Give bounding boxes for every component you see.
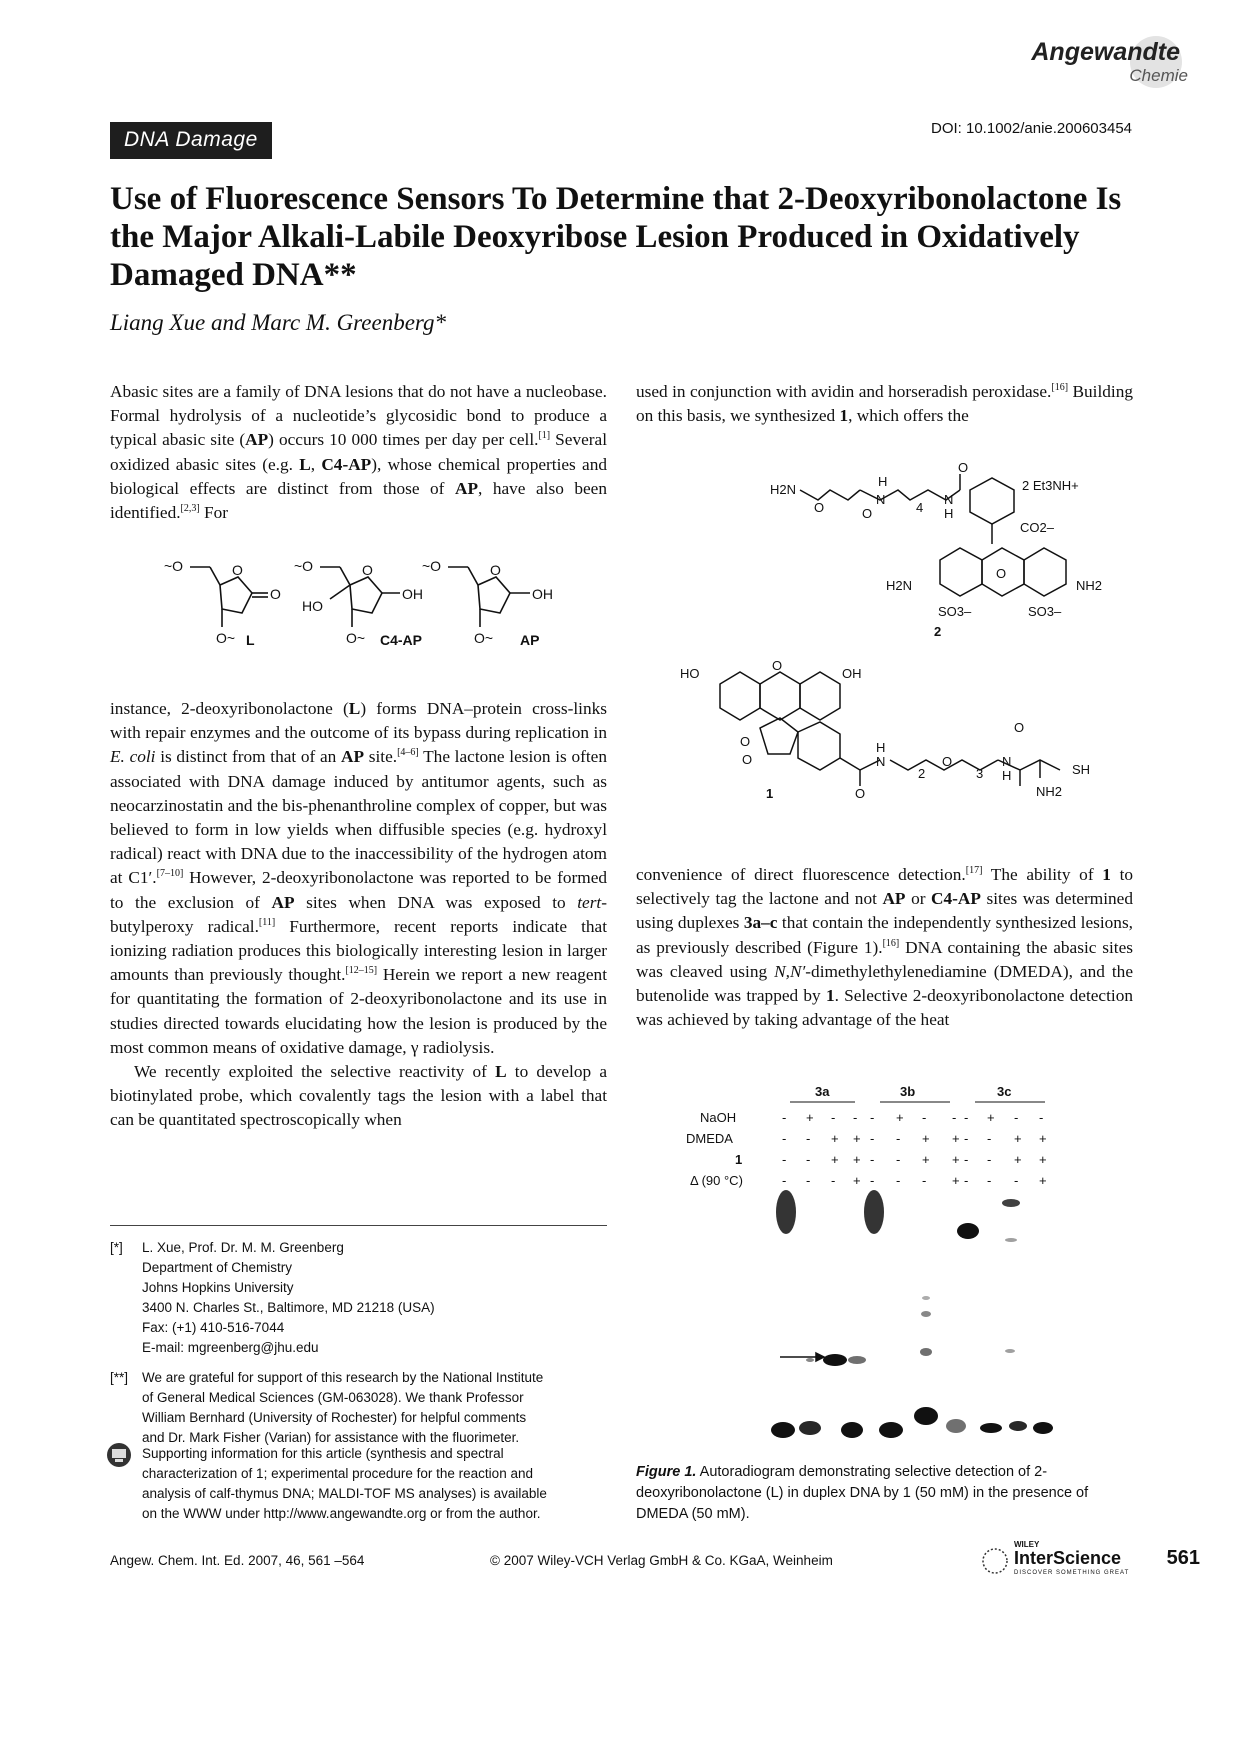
footnote-affiliation: [*] L. Xue, Prof. Dr. M. M. Greenberg Department of Chemistry Johns Hopkins University 3400 N. Charles St., Baltimore, MD 21218 (USA) Fax: (+1) 410-516-7044 E-mail: mgreenberg@jhu.edu: [110, 1240, 435, 1355]
gel-sign: -: [964, 1152, 969, 1167]
body-paragraph-2: instance, 2-deoxyribonolactone (L) forms DNA–protein cross-links with repair enzymes and the outcome of its bypass during replication in E. coli is distinct from that of an AP site.[4–6] The lactone lesion is often associated with DNA damage induced by antitumor agents, such as neocarzinostatin and the bis-phenanthroline complex of copper, but was believed to form in low yields when diffusible species (e.g. hydroxyl radical) react with DNA due to the inaccessibility of the hydrogen atom at C1′.[7–10] However, 2-deoxyribonolactone was reported to be formed to the exclusion of AP sites when DNA was exposed to tert-butylperoxy radical.[11] Furthermore, recent reports indicate that ionizing radiation produces this biologically interesting lesion in larger amounts than previously thought.[12–15] Herein we report a new reagent for quantitating the formation of 2-deoxyribonolactone and its use in studies directed towards elucidating how the lesion is produced by the most common means of oxidative damage, γ radiolysis. We recently exploited the selective reactivity of L to develop a biotinylated probe, which covalently tags the lesion with a label that can be quantitated spectroscopically when: [110, 699, 608, 1130]
gel-sign: -: [987, 1152, 992, 1167]
svg-text:OH: OH: [842, 666, 862, 681]
svg-text:O~: O~: [474, 630, 494, 646]
figure-1-caption: Figure 1. Autoradiogram demonstrating selective detection of 2-deoxyribonolactone (L) in duplex DNA by 1 (50 mM) in the presence of DMEDA (50 mM).: [636, 1464, 1089, 1522]
svg-text:N: N: [944, 492, 954, 507]
svg-text:O: O: [772, 658, 783, 673]
svg-text:H: H: [878, 474, 888, 489]
svg-text:O: O: [855, 786, 866, 801]
svg-text:O: O: [942, 754, 953, 769]
gel-sign: -: [896, 1152, 901, 1167]
gel-sign: +: [896, 1110, 904, 1125]
gel-sign: -: [922, 1173, 927, 1188]
gel-sign: +: [922, 1152, 930, 1167]
gel-sign: +: [1039, 1131, 1047, 1146]
svg-text:SO3–: SO3–: [938, 604, 972, 619]
svg-text:O: O: [232, 562, 243, 578]
svg-text:N: N: [876, 754, 886, 769]
svg-text:OH: OH: [532, 586, 553, 602]
svg-text:HO: HO: [302, 598, 323, 614]
footnote-supporting-info: Supporting information for this article (synthesis and spectral characterization of 1; experimental procedure for the reaction and analysis of calf-thymus DNA; MALDI-TOF MS analyses) is available on the WWW under http://www.angewandte.org or from the author.: [142, 1446, 547, 1521]
gel-sign: -: [870, 1173, 875, 1188]
svg-text:O~: O~: [216, 630, 236, 646]
svg-text:H2N: H2N: [770, 482, 797, 497]
svg-text:NH2: NH2: [1076, 578, 1103, 593]
row-label-1: 1: [735, 1152, 743, 1167]
gel-sign: -: [806, 1152, 811, 1167]
authors: Liang Xue and Marc M. Greenberg*: [110, 310, 446, 335]
svg-text:~O: ~O: [294, 558, 314, 574]
svg-text:4: 4: [916, 500, 924, 515]
article-title: Use of Fluorescence Sensors To Determine that 2-Deoxyribonolactone Is the Major Alkali-Labile Deoxyribose Lesion Produced in Oxidatively Damaged DNA**: [110, 181, 1122, 293]
svg-text:2 Et3NH+: 2 Et3NH+: [1022, 478, 1079, 493]
gel-sign: +: [831, 1131, 839, 1146]
svg-text:O: O: [740, 734, 751, 749]
interscience-name: InterScience: [1014, 1548, 1122, 1568]
gel-sign: -: [806, 1131, 811, 1146]
svg-text:SH: SH: [1072, 762, 1091, 777]
footnote-rule: [110, 1225, 607, 1226]
gel-sign: -: [1039, 1110, 1044, 1125]
gel-sign: +: [1039, 1152, 1047, 1167]
gel-sign: -: [782, 1131, 787, 1146]
interscience-tagline: DISCOVER SOMETHING GREAT: [1014, 1570, 1130, 1576]
group-label-3a: 3a: [815, 1084, 830, 1099]
svg-text:3: 3: [976, 766, 984, 781]
gel-sign: +: [853, 1131, 861, 1146]
doi[interactable]: DOI: 10.1002/anie.200603454: [931, 120, 1132, 137]
gel-sign: +: [952, 1131, 960, 1146]
compound-1-structure: [680, 658, 1100, 832]
gel-sign: -: [782, 1152, 787, 1167]
svg-text:O: O: [270, 586, 281, 602]
svg-text:SO3–: SO3–: [1028, 604, 1062, 619]
svg-text:H: H: [944, 506, 954, 521]
gel-sign: +: [952, 1152, 960, 1167]
section-tag: DNA Damage: [110, 122, 272, 159]
svg-text:H2N: H2N: [886, 578, 913, 593]
gel-sign: -: [831, 1110, 836, 1125]
svg-text:O: O: [1014, 720, 1025, 735]
group-label-3c: 3c: [997, 1084, 1012, 1099]
svg-text:O: O: [996, 566, 1007, 581]
gel-sign: -: [853, 1110, 858, 1125]
logo-name: Angewandte: [1031, 38, 1180, 66]
gel-sign: +: [987, 1110, 995, 1125]
body-paragraph-col2-1: used in conjunction with avidin and horseradish peroxidase.[16] Building on this basis, we synthesized 1, which offers the: [636, 382, 1133, 426]
svg-text:O: O: [958, 460, 969, 475]
svg-text:N: N: [1002, 754, 1012, 769]
svg-text:O~: O~: [346, 630, 366, 646]
gel-sign: -: [964, 1173, 969, 1188]
globe-icon: [980, 1546, 1010, 1576]
page-number: 561: [1166, 1547, 1200, 1569]
gel-sign: -: [922, 1110, 927, 1125]
gel-sign: -: [870, 1131, 875, 1146]
body-paragraph-col2-2: convenience of direct fluorescence detection.[17] The ability of 1 to selectively tag the lactone and not AP or C4-AP sites was determined using duplexes 3a–c that contain the independently synthesized lesions, as previously described (Figure 1).[16] DNA containing the abasic sites was cleaved using N,N′-dimethylethylenediamine (DMEDA), and the butenolide was trapped by 1. Selective 2-deoxyribonolactone detection was achieved by taking advantage of the heat: [636, 865, 1134, 1030]
body-paragraph-1: Abasic sites are a family of DNA lesions that do not have a nucleobase. Formal hydrolysis of a nucleotide’s glycosidic bond to produce a typical abasic site (AP) occurs 10 000 times per day per cell.[1] Several oxidized abasic sites (e.g. L, C4-AP), whose chemical properties and biological effects are distinct from those of AP, have also been identified.[2,3] For: [110, 382, 607, 523]
gel-sign: +: [1014, 1131, 1022, 1146]
svg-text:L: L: [246, 632, 255, 648]
svg-text:O: O: [862, 506, 873, 521]
figure-1-autoradiogram: [686, 1082, 1080, 1452]
gel-sign: +: [831, 1152, 839, 1167]
row-label-naoh: NaOH: [700, 1110, 737, 1125]
svg-text:H: H: [876, 740, 886, 755]
svg-text:~O: ~O: [422, 558, 442, 574]
gel-sign: +: [952, 1173, 960, 1188]
journal-logo: [1031, 28, 1200, 88]
gel-sign: -: [782, 1173, 787, 1188]
svg-text:C4-AP: C4-AP: [380, 632, 423, 648]
gel-sign: +: [853, 1173, 861, 1188]
gel-sign: -: [896, 1173, 901, 1188]
gel-sign: +: [1039, 1173, 1047, 1188]
arrow-indicator: [780, 1353, 824, 1361]
abasic-lesions-scheme: [150, 555, 590, 660]
row-label-heat: Δ (90 °C): [690, 1173, 743, 1188]
svg-text:O: O: [490, 562, 501, 578]
compound-2-structure: [770, 460, 1130, 640]
gel-sign: -: [1014, 1173, 1019, 1188]
svg-text:NH2: NH2: [1036, 784, 1063, 799]
footer-citation: Angew. Chem. Int. Ed. 2007, 46, 561 –564: [110, 1553, 365, 1568]
gel-sign: -: [964, 1131, 969, 1146]
gel-sign: -: [896, 1131, 901, 1146]
svg-text:HO: HO: [680, 666, 700, 681]
gel-sign: +: [806, 1110, 814, 1125]
svg-text:~O: ~O: [164, 558, 184, 574]
gel-sign: -: [806, 1173, 811, 1188]
group-label-3b: 3b: [900, 1084, 916, 1099]
row-label-dmeda: DMEDA: [686, 1131, 733, 1146]
gel-sign: -: [987, 1131, 992, 1146]
gel-sign: -: [782, 1110, 787, 1125]
svg-text:O: O: [362, 562, 373, 578]
gel-sign: -: [1014, 1110, 1019, 1125]
logo-sub: Chemie: [1129, 66, 1188, 85]
gel-sign: -: [870, 1110, 875, 1125]
gel-sign: -: [964, 1110, 969, 1125]
gel-sign: +: [1014, 1152, 1022, 1167]
gel-sign: +: [853, 1152, 861, 1167]
gel-sign: -: [831, 1173, 836, 1188]
svg-text:N: N: [876, 492, 886, 507]
gel-sign: +: [922, 1131, 930, 1146]
svg-text:2: 2: [918, 766, 926, 781]
svg-text:O: O: [814, 500, 825, 515]
svg-text:O: O: [742, 752, 753, 767]
gel-sign: -: [987, 1173, 992, 1188]
svg-text:H: H: [1002, 768, 1012, 783]
footnote-acknowledgement: [**] We are grateful for support of this research by the National Institute of General Medical Sciences (GM-063028). We thank Professor William Bernhard (University of Rochester) for helpful comments and Dr. Mark Fisher (Varian) for assistance with the fluorimeter.: [110, 1370, 544, 1445]
interscience-logo: [980, 1540, 1140, 1580]
svg-text:2: 2: [934, 624, 942, 639]
svg-text:AP: AP: [520, 632, 540, 648]
footer-copyright: © 2007 Wiley-VCH Verlag GmbH & Co. KGaA, Weinheim: [490, 1553, 833, 1568]
svg-text:CO2–: CO2–: [1020, 520, 1054, 535]
svg-text:OH: OH: [402, 586, 423, 602]
gel-sign: -: [952, 1110, 957, 1125]
interscience-top: WILEY: [1014, 1540, 1040, 1549]
gel-sign: -: [870, 1152, 875, 1167]
svg-text:1: 1: [766, 786, 774, 801]
